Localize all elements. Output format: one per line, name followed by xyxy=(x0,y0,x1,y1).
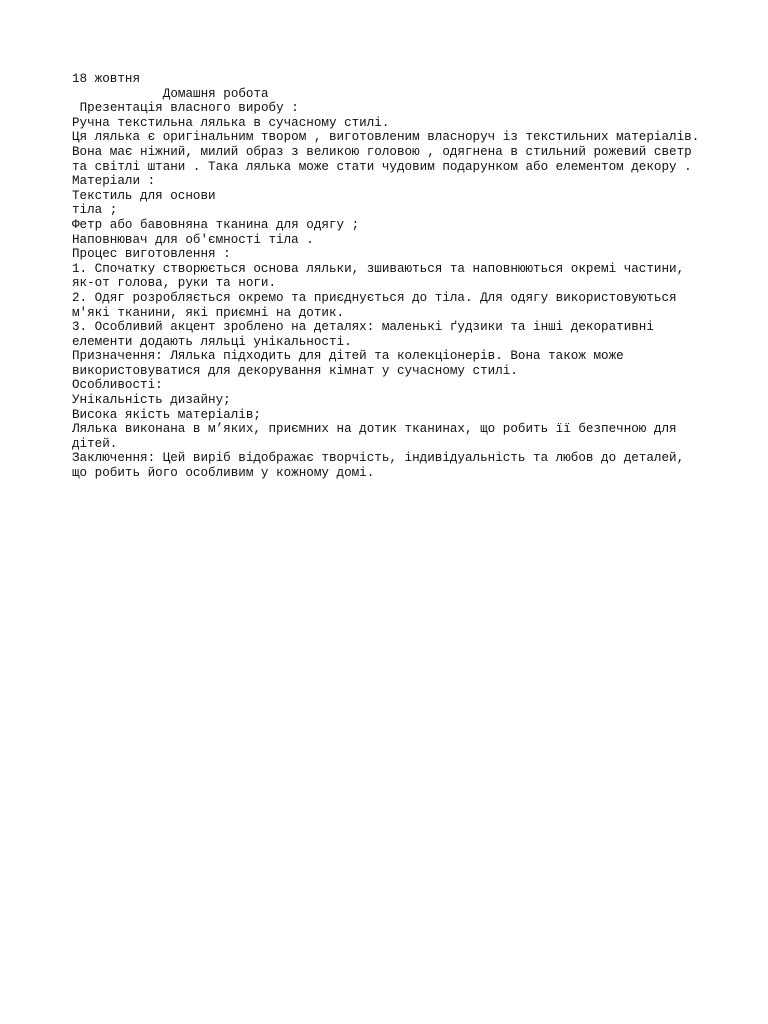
features-item: Висока якість матеріалів; xyxy=(72,407,261,422)
intro-line: Ця лялька є оригінальним твором , виготовленим власноруч із текстильних матеріалів. xyxy=(72,130,700,145)
intro-line: та світлі штани . Така лялька може стати чудовим подарунком або елементом декору . xyxy=(72,159,692,174)
process-heading: Процес виготовлення : xyxy=(72,247,231,262)
document-subtitle: Презентація власного виробу : xyxy=(79,101,299,116)
purpose-line: використовуватися для декорування кімнат у сучасному стилі. xyxy=(72,363,518,378)
materials-item: Текстиль для основи xyxy=(72,188,216,203)
process-line: елементи додають ляльці унікальності. xyxy=(72,334,352,349)
features-heading: Особливості: xyxy=(72,378,163,393)
process-line: 1. Спочатку створюється основа ляльки, зшиваються та наповнюються окремі частини, xyxy=(72,261,685,276)
materials-heading: Матеріали : xyxy=(72,174,156,189)
conclusion-line: Заключення: Цей виріб відображає творчість, індивідуальність та любов до деталей, xyxy=(72,451,685,466)
process-line: 3. Особливий акцент зроблено на деталях: маленькі ґудзики та інші декоративні xyxy=(72,320,654,335)
process-line: як-от голова, руки та ноги. xyxy=(72,276,277,291)
features-item: Лялька виконана в м’яких, приємних на дотик тканинах, що робить її безпечною для xyxy=(72,422,677,437)
intro-line: Вона має ніжний, милий образ з великою головою , одягнена в стильний рожевий светр xyxy=(72,144,692,159)
product-name: Ручна текстильна лялька в сучасному стилі. xyxy=(72,115,390,130)
materials-item: Наповнювач для об'ємності тіла . xyxy=(72,232,314,247)
process-line: 2. Одяг розробляється окремо та приєднується до тіла. Для одягу використовуються xyxy=(72,290,677,305)
features-item: дітей. xyxy=(72,436,118,451)
document-page xyxy=(72,72,712,481)
materials-item: Фетр або бавовняна тканина для одягу ; xyxy=(72,217,360,232)
process-line: м'які тканини, які приємні на дотик. xyxy=(72,305,345,320)
document-date: 18 жовтня xyxy=(72,72,141,86)
purpose-line: Призначення: Лялька підходить для дітей та колекціонерів. Вона також може xyxy=(72,349,624,364)
conclusion-line: що робить його особливим у кожному домі. xyxy=(72,466,375,481)
document-title: Домашня робота xyxy=(162,86,269,101)
materials-item: тіла ; xyxy=(72,203,118,218)
features-item: Унікальність дизайну; xyxy=(72,393,231,408)
